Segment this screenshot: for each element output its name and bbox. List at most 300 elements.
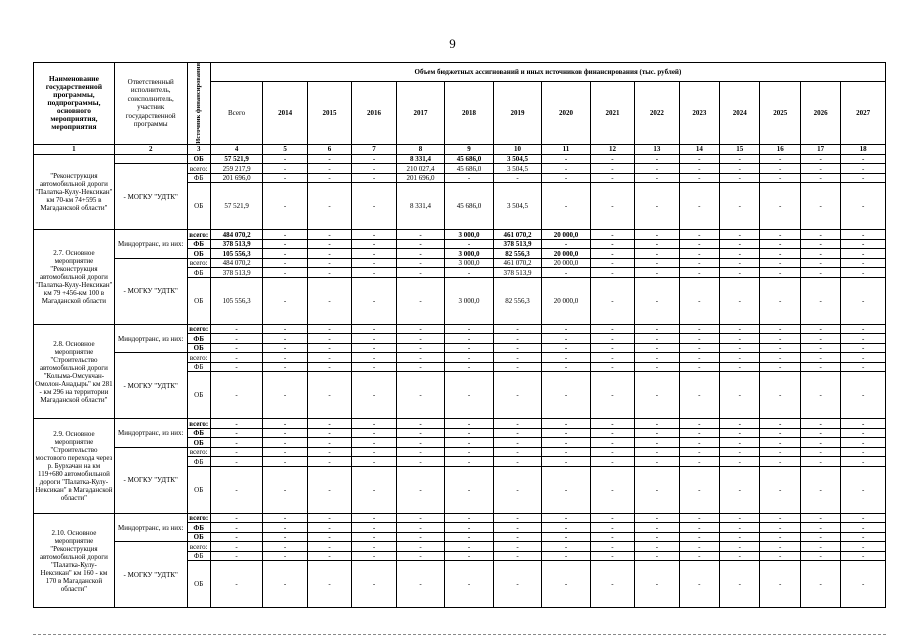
amount-cell: - <box>635 561 679 608</box>
amount-cell: - <box>720 362 760 372</box>
amount-cell: - <box>445 353 494 363</box>
funding-source: всего: <box>187 324 210 334</box>
amount-cell: - <box>263 362 307 372</box>
amount-cell: - <box>493 466 542 513</box>
amount-cell: - <box>800 542 840 552</box>
amount-cell: - <box>263 532 307 542</box>
amount-cell: - <box>760 561 800 608</box>
funding-source: всего: <box>187 164 210 174</box>
table-row <box>34 542 886 552</box>
amount-cell: - <box>760 173 800 183</box>
amount-cell: - <box>352 513 396 523</box>
amount-cell: - <box>590 428 634 438</box>
column-number: 9 <box>445 144 494 154</box>
amount-cell: - <box>720 523 760 533</box>
table-row <box>34 258 886 268</box>
amount-cell: - <box>841 419 886 429</box>
amount-cell: - <box>679 343 719 353</box>
amount-cell: - <box>542 334 591 344</box>
amount-cell: - <box>396 513 445 523</box>
amount-cell: - <box>635 277 679 324</box>
responsible-executor: Миндортранс, из них: <box>114 230 187 259</box>
amount-cell: 45 686,0 <box>445 164 494 174</box>
amount-cell: - <box>445 542 494 552</box>
amount-cell: - <box>210 419 263 429</box>
amount-cell: 3 000,0 <box>445 230 494 240</box>
year-header: 2020 <box>542 82 591 145</box>
amount-cell: - <box>352 362 396 372</box>
amount-cell: - <box>760 551 800 561</box>
amount-cell: - <box>445 447 494 457</box>
amount-cell: - <box>760 362 800 372</box>
amount-cell: - <box>635 353 679 363</box>
amount-cell: - <box>542 164 591 174</box>
amount-cell: - <box>800 513 840 523</box>
amount-cell: - <box>396 362 445 372</box>
amount-cell: - <box>635 457 679 467</box>
funding-source: ОБ <box>187 561 210 608</box>
amount-cell: - <box>800 353 840 363</box>
amount-cell: - <box>263 419 307 429</box>
amount-cell: - <box>720 277 760 324</box>
amount-cell: - <box>841 447 886 457</box>
amount-cell: - <box>800 551 840 561</box>
amount-cell: - <box>263 249 307 259</box>
amount-cell: - <box>352 438 396 448</box>
amount-cell: - <box>760 372 800 419</box>
amount-cell: - <box>210 353 263 363</box>
amount-cell: - <box>542 353 591 363</box>
amount-cell: - <box>679 372 719 419</box>
amount-cell: - <box>445 173 494 183</box>
amount-cell: - <box>352 561 396 608</box>
table-row <box>34 447 886 457</box>
amount-cell: - <box>800 343 840 353</box>
amount-cell: - <box>590 183 634 230</box>
amount-cell: 105 556,3 <box>210 249 263 259</box>
amount-cell: - <box>210 324 263 334</box>
amount-cell: - <box>542 324 591 334</box>
column-number: 6 <box>307 144 351 154</box>
amount-cell: - <box>841 154 886 164</box>
amount-cell: - <box>352 334 396 344</box>
amount-cell: - <box>263 277 307 324</box>
amount-cell: - <box>210 532 263 542</box>
year-header: 2018 <box>445 82 494 145</box>
amount-cell: - <box>635 466 679 513</box>
amount-cell: - <box>307 523 351 533</box>
amount-cell: - <box>307 173 351 183</box>
amount-cell: - <box>396 277 445 324</box>
amount-cell: - <box>800 277 840 324</box>
table-row <box>34 353 886 363</box>
amount-cell: - <box>542 438 591 448</box>
year-header: 2014 <box>263 82 307 145</box>
amount-cell: - <box>800 258 840 268</box>
amount-cell: - <box>720 154 760 164</box>
amount-cell: - <box>445 372 494 419</box>
amount-cell: - <box>396 249 445 259</box>
amount-cell: - <box>542 154 591 164</box>
amount-cell: - <box>760 268 800 278</box>
amount-cell: - <box>263 523 307 533</box>
amount-cell: - <box>493 343 542 353</box>
responsible-executor: Миндортранс, из них: <box>114 324 187 353</box>
amount-cell: 3 504,5 <box>493 154 542 164</box>
amount-cell: - <box>590 239 634 249</box>
table-body <box>34 154 886 608</box>
amount-cell: - <box>445 343 494 353</box>
funding-source: ОБ <box>187 343 210 353</box>
funding-source: ОБ <box>187 277 210 324</box>
col-resp-header: Ответственный исполнитель, соисполнитель, участник государственной программы <box>114 63 187 145</box>
amount-cell: - <box>720 258 760 268</box>
amount-cell: - <box>841 457 886 467</box>
amount-cell: - <box>352 551 396 561</box>
funding-source: всего: <box>187 447 210 457</box>
amount-cell: - <box>307 457 351 467</box>
amount-cell: - <box>720 447 760 457</box>
amount-cell: - <box>590 419 634 429</box>
amount-cell: - <box>396 428 445 438</box>
amount-cell: - <box>307 551 351 561</box>
amount-cell: - <box>760 183 800 230</box>
amount-cell: - <box>445 457 494 467</box>
amount-cell: - <box>679 353 719 363</box>
column-number: 11 <box>542 144 591 154</box>
amount-cell: - <box>635 372 679 419</box>
amount-cell: - <box>679 523 719 533</box>
amount-cell: - <box>263 428 307 438</box>
amount-cell: - <box>590 353 634 363</box>
amount-cell: - <box>210 542 263 552</box>
amount-cell: - <box>679 513 719 523</box>
column-number: 10 <box>493 144 542 154</box>
table-row <box>34 324 886 334</box>
amount-cell: - <box>800 173 840 183</box>
amount-cell: - <box>800 457 840 467</box>
amount-cell: - <box>760 154 800 164</box>
amount-cell: - <box>720 173 760 183</box>
table-row <box>34 419 886 429</box>
funding-source: всего: <box>187 258 210 268</box>
amount-cell: - <box>635 268 679 278</box>
amount-cell: - <box>841 249 886 259</box>
amount-cell: - <box>445 334 494 344</box>
amount-cell: - <box>210 372 263 419</box>
amount-cell: - <box>352 239 396 249</box>
amount-cell: 461 070,2 <box>493 258 542 268</box>
amount-cell: - <box>760 334 800 344</box>
amount-cell: - <box>445 466 494 513</box>
amount-cell: - <box>760 230 800 240</box>
amount-cell: - <box>263 438 307 448</box>
responsible-executor: Миндортранс, из них: <box>114 419 187 448</box>
amount-cell: - <box>635 513 679 523</box>
amount-cell: 20 000,0 <box>542 230 591 240</box>
col-total-header: Всего <box>210 82 263 145</box>
year-header: 2025 <box>760 82 800 145</box>
responsible-executor: - МОГКУ "УДТК" <box>114 353 187 419</box>
amount-cell: - <box>841 372 886 419</box>
amount-cell: - <box>720 230 760 240</box>
amount-cell: - <box>760 353 800 363</box>
amount-cell: - <box>307 249 351 259</box>
amount-cell: - <box>590 343 634 353</box>
amount-cell: - <box>679 542 719 552</box>
amount-cell: - <box>352 154 396 164</box>
amount-cell: 20 000,0 <box>542 258 591 268</box>
amount-cell: - <box>800 372 840 419</box>
amount-cell: - <box>679 551 719 561</box>
amount-cell: 201 696,0 <box>210 173 263 183</box>
amount-cell: - <box>396 466 445 513</box>
amount-cell: - <box>307 513 351 523</box>
amount-cell: - <box>841 334 886 344</box>
amount-cell: - <box>760 523 800 533</box>
year-header: 2016 <box>352 82 396 145</box>
year-header: 2022 <box>635 82 679 145</box>
funding-source: всего: <box>187 513 210 523</box>
amount-cell: - <box>493 173 542 183</box>
column-number: 4 <box>210 144 263 154</box>
table-row <box>34 164 886 174</box>
amount-cell: - <box>760 239 800 249</box>
amount-cell: - <box>352 542 396 552</box>
amount-cell: - <box>720 239 760 249</box>
amount-cell: - <box>720 419 760 429</box>
amount-cell: - <box>800 268 840 278</box>
amount-cell: - <box>679 447 719 457</box>
amount-cell: - <box>396 532 445 542</box>
amount-cell: - <box>263 258 307 268</box>
amount-cell: 3 000,0 <box>445 258 494 268</box>
amount-cell: - <box>263 154 307 164</box>
amount-cell: - <box>635 343 679 353</box>
amount-cell: - <box>210 428 263 438</box>
amount-cell: - <box>396 239 445 249</box>
amount-cell: - <box>396 372 445 419</box>
amount-cell: - <box>635 324 679 334</box>
amount-cell: - <box>841 551 886 561</box>
amount-cell: - <box>841 183 886 230</box>
amount-cell: - <box>590 372 634 419</box>
amount-cell: - <box>263 324 307 334</box>
amount-cell: - <box>800 324 840 334</box>
funding-source: ФБ <box>187 173 210 183</box>
column-number: 16 <box>760 144 800 154</box>
table-header <box>34 63 886 155</box>
page-number: 9 <box>449 36 456 51</box>
amount-cell: - <box>263 268 307 278</box>
amount-cell: - <box>590 277 634 324</box>
amount-cell: - <box>635 447 679 457</box>
measure-name: 2.7. Основное мероприятие "Реконструкция автомобильной дороги "Палатка-Кулу-Нексикан" км 79 +456-км 100 в Магаданской области <box>34 230 115 325</box>
amount-cell: - <box>720 268 760 278</box>
amount-cell: 105 556,3 <box>210 277 263 324</box>
amount-cell: - <box>590 513 634 523</box>
amount-cell: - <box>307 334 351 344</box>
amount-cell: - <box>760 466 800 513</box>
amount-cell: - <box>800 561 840 608</box>
year-header: 2021 <box>590 82 634 145</box>
amount-cell: 82 556,3 <box>493 249 542 259</box>
column-number: 7 <box>352 144 396 154</box>
amount-cell: - <box>679 428 719 438</box>
amount-cell: - <box>679 230 719 240</box>
funding-source: ФБ <box>187 239 210 249</box>
amount-cell: - <box>800 230 840 240</box>
amount-cell: - <box>635 154 679 164</box>
amount-cell: - <box>720 372 760 419</box>
amount-cell: - <box>635 230 679 240</box>
amount-cell: - <box>679 258 719 268</box>
amount-cell: - <box>635 173 679 183</box>
column-number: 12 <box>590 144 634 154</box>
column-number: 13 <box>635 144 679 154</box>
amount-cell: - <box>720 428 760 438</box>
amount-cell: - <box>493 362 542 372</box>
amount-cell: - <box>542 239 591 249</box>
amount-cell: - <box>841 268 886 278</box>
budget-table <box>33 62 886 608</box>
amount-cell: - <box>679 466 719 513</box>
table-row <box>34 513 886 523</box>
amount-cell: - <box>210 466 263 513</box>
amount-cell: - <box>445 428 494 438</box>
amount-cell: - <box>590 154 634 164</box>
amount-cell: - <box>493 523 542 533</box>
amount-cell: - <box>760 457 800 467</box>
amount-cell: - <box>396 542 445 552</box>
amount-cell: - <box>542 183 591 230</box>
amount-cell: - <box>720 353 760 363</box>
amount-cell: - <box>841 164 886 174</box>
amount-cell: - <box>493 447 542 457</box>
amount-cell: - <box>590 523 634 533</box>
amount-cell: - <box>445 362 494 372</box>
funding-source: ОБ <box>187 532 210 542</box>
amount-cell: - <box>590 230 634 240</box>
amount-cell: - <box>841 173 886 183</box>
amount-cell: - <box>352 523 396 533</box>
amount-cell: - <box>841 561 886 608</box>
amount-cell: - <box>542 561 591 608</box>
amount-cell: - <box>679 362 719 372</box>
amount-cell: - <box>445 438 494 448</box>
amount-cell: - <box>396 447 445 457</box>
amount-cell: - <box>210 551 263 561</box>
amount-cell: - <box>445 324 494 334</box>
col-budget-title: Объем бюджетных ассигнований и иных источников финансирования (тыс. рублей) <box>210 63 885 82</box>
amount-cell: - <box>542 466 591 513</box>
amount-cell: - <box>307 532 351 542</box>
bottom-rule <box>33 634 886 635</box>
funding-source: всего: <box>187 542 210 552</box>
amount-cell: - <box>590 466 634 513</box>
amount-cell: - <box>307 277 351 324</box>
amount-cell: - <box>679 324 719 334</box>
amount-cell: - <box>396 438 445 448</box>
amount-cell: - <box>590 164 634 174</box>
amount-cell: - <box>720 466 760 513</box>
amount-cell: - <box>307 343 351 353</box>
amount-cell: 20 000,0 <box>542 249 591 259</box>
amount-cell: 45 686,0 <box>445 183 494 230</box>
amount-cell: - <box>263 372 307 419</box>
amount-cell: - <box>635 362 679 372</box>
amount-cell: - <box>210 343 263 353</box>
responsible-executor: - МОГКУ "УДТК" <box>114 542 187 608</box>
amount-cell: - <box>635 249 679 259</box>
amount-cell: - <box>263 513 307 523</box>
amount-cell: - <box>720 438 760 448</box>
amount-cell: 20 000,0 <box>542 277 591 324</box>
amount-cell: - <box>307 419 351 429</box>
amount-cell: - <box>210 457 263 467</box>
amount-cell: - <box>352 419 396 429</box>
amount-cell: - <box>542 447 591 457</box>
amount-cell: - <box>493 428 542 438</box>
amount-cell: - <box>635 164 679 174</box>
amount-cell: - <box>445 561 494 608</box>
amount-cell: - <box>542 513 591 523</box>
amount-cell: - <box>307 183 351 230</box>
amount-cell: - <box>760 258 800 268</box>
column-number: 2 <box>114 144 187 154</box>
amount-cell: - <box>445 239 494 249</box>
amount-cell: - <box>590 334 634 344</box>
funding-source: ФБ <box>187 334 210 344</box>
column-number: 15 <box>720 144 760 154</box>
amount-cell: 378 513,9 <box>493 268 542 278</box>
measure-name: 2.10. Основное мероприятие "Реконструкция автомобильной дороги "Палатка-Кулу- Нексикан" км 160 - км 170 в Магаданской области" <box>34 513 115 608</box>
amount-cell: - <box>352 258 396 268</box>
funding-source: ФБ <box>187 362 210 372</box>
amount-cell: - <box>841 513 886 523</box>
amount-cell: - <box>720 249 760 259</box>
amount-cell: 378 513,9 <box>493 239 542 249</box>
amount-cell: 201 696,0 <box>396 173 445 183</box>
amount-cell: - <box>635 239 679 249</box>
amount-cell: - <box>841 532 886 542</box>
amount-cell: - <box>210 523 263 533</box>
amount-cell: - <box>800 154 840 164</box>
amount-cell: - <box>307 164 351 174</box>
amount-cell: - <box>445 268 494 278</box>
amount-cell: - <box>263 239 307 249</box>
amount-cell: - <box>800 419 840 429</box>
responsible-executor: - МОГКУ "УДТК" <box>114 447 187 513</box>
amount-cell: 45 686,0 <box>445 154 494 164</box>
amount-cell: - <box>263 164 307 174</box>
amount-cell: - <box>210 447 263 457</box>
amount-cell: - <box>841 324 886 334</box>
year-header: 2017 <box>396 82 445 145</box>
amount-cell: 3 504,5 <box>493 164 542 174</box>
amount-cell: - <box>800 447 840 457</box>
amount-cell: - <box>396 523 445 533</box>
amount-cell: - <box>590 362 634 372</box>
amount-cell: - <box>679 173 719 183</box>
amount-cell: 57 521,9 <box>210 154 263 164</box>
amount-cell: - <box>307 324 351 334</box>
amount-cell: - <box>307 466 351 513</box>
amount-cell: - <box>542 268 591 278</box>
amount-cell: 259 217,9 <box>210 164 263 174</box>
amount-cell: - <box>445 551 494 561</box>
amount-cell: - <box>352 353 396 363</box>
